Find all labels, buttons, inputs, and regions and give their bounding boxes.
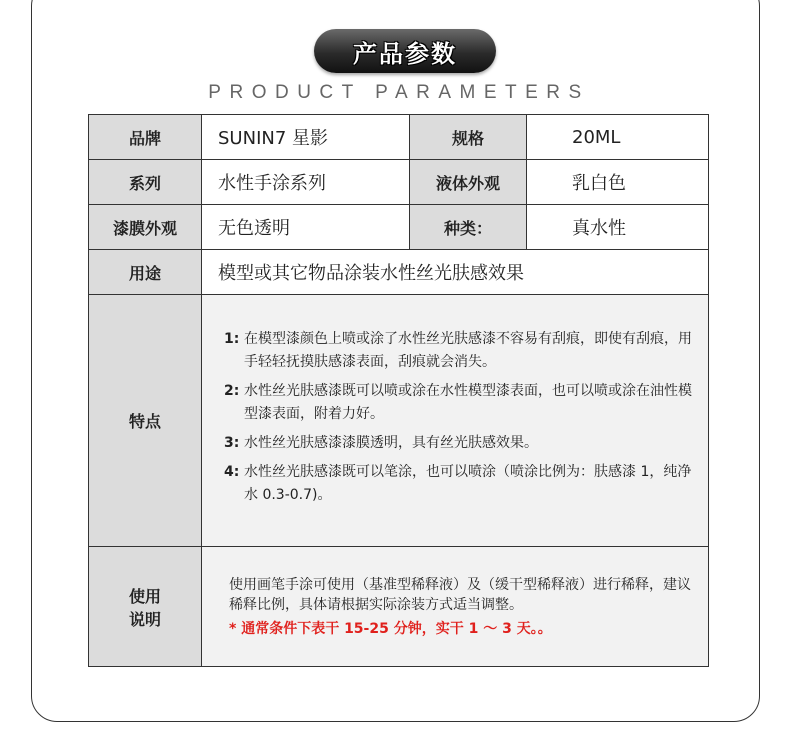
use-label: 用途 (89, 250, 202, 295)
table-row (89, 115, 709, 160)
feature-text: 水性丝光肤感漆漆膜透明，具有丝光肤感效果。 (244, 435, 538, 451)
type-label: 种类： (410, 205, 527, 250)
page-subtitle: PRODUCT PARAMETERS (208, 82, 590, 103)
series-label: 系列 (89, 160, 202, 205)
usage-text: 使用画笔手涂可使用（基准型稀释液）及（缓干型稀释液）进行稀释，建议稀释比例，具体请根据实际涂装方式适当调整。 (229, 576, 691, 613)
use-value: 模型或其它物品涂装水性丝光肤感效果 (202, 250, 709, 295)
table-row (89, 547, 709, 667)
film-appearance-value: 无色透明 (202, 205, 410, 250)
title-banner (314, 29, 496, 73)
features-label: 特点 (89, 295, 202, 547)
feature-item (224, 328, 692, 374)
type-value: 真水性 (527, 205, 709, 250)
usage-label-line2: 说明 (128, 609, 161, 629)
usage-label-line1: 使用 (128, 586, 161, 606)
liquid-appearance-value: 乳白色 (527, 160, 709, 205)
brand-label: 品牌 (89, 115, 202, 160)
usage-cell (202, 547, 709, 667)
brand-value: SUNIN7 星影 (202, 115, 410, 160)
features-list (202, 328, 708, 507)
usage-label (89, 547, 202, 667)
feature-number: 4: (224, 464, 240, 480)
page-title: 产品参数 (353, 39, 457, 68)
feature-number: 3: (224, 435, 240, 451)
feature-item (224, 432, 692, 455)
feature-item (224, 461, 692, 507)
spec-label: 规格 (410, 115, 527, 160)
feature-text: 在模型漆颜色上喷或涂了水性丝光肤感漆不容易有刮痕，即使有刮痕，用手轻轻抚摸肤感漆表面，刮痕就会消失。 (244, 331, 692, 370)
table-row (89, 205, 709, 250)
feature-number: 1: (224, 331, 240, 347)
parameters-table (88, 114, 709, 667)
feature-item (224, 380, 692, 426)
series-value: 水性手涂系列 (202, 160, 410, 205)
liquid-appearance-label: 液体外观 (410, 160, 527, 205)
film-appearance-label: 漆膜外观 (89, 205, 202, 250)
feature-text: 水性丝光肤感漆既可以喷或涂在水性模型漆表面，也可以喷或涂在油性模型漆表面，附着力好。 (244, 383, 692, 422)
table-row (89, 160, 709, 205)
table-row (89, 250, 709, 295)
spec-value: 20ML (527, 115, 709, 160)
feature-text: 水性丝光肤感漆既可以笔涂，也可以喷涂（喷涂比例为：肤感漆 1，纯净水 0.3-0.7)。 (244, 464, 692, 503)
table-row (89, 295, 709, 547)
feature-number: 2: (224, 383, 240, 399)
features-cell (202, 295, 709, 547)
usage-note: * 通常条件下表干 15-25 分钟，实干 1 ～ 3 天。。 (229, 620, 552, 637)
